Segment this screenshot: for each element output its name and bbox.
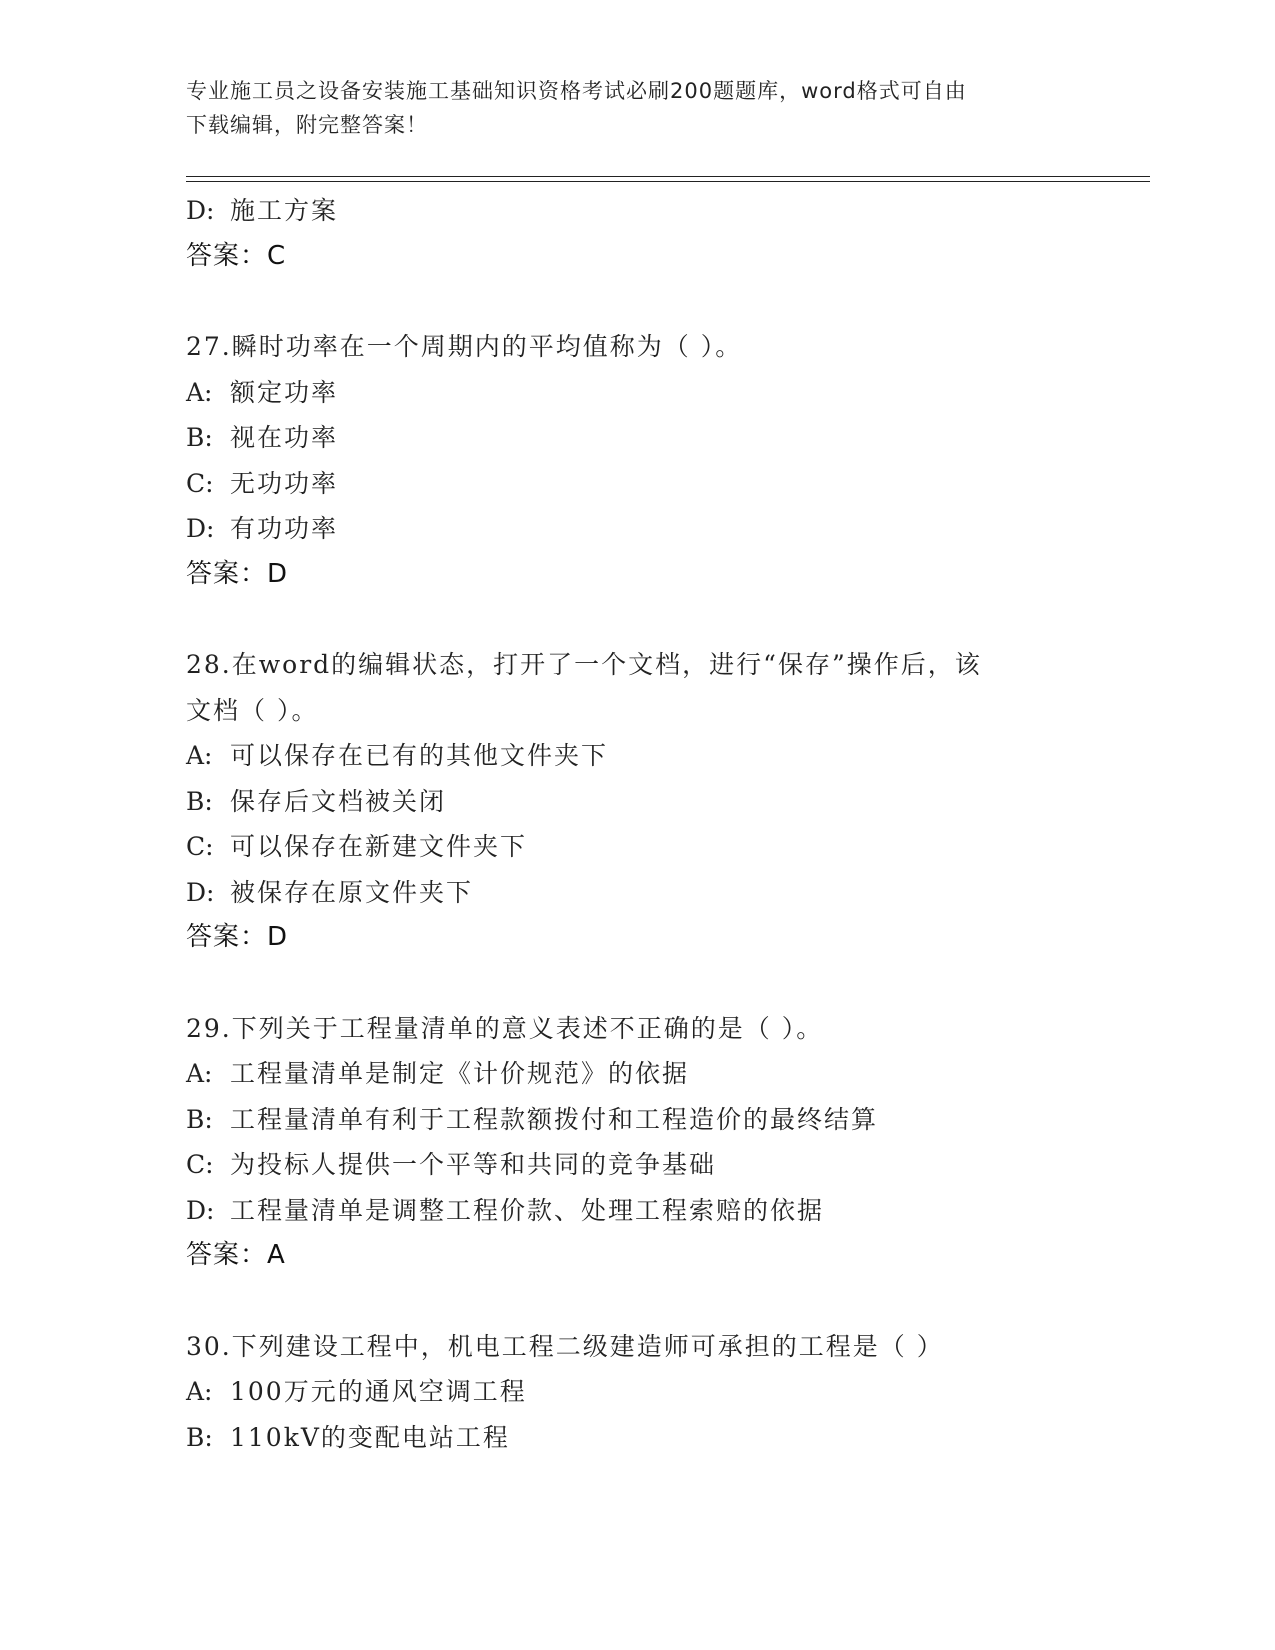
option-text: 可以保存在已有的其他文件夹下 — [230, 741, 609, 770]
option-text: 110kV的变配电站工程 — [230, 1422, 510, 1452]
question-stem: 28.在word的编辑状态，打开了一个文档，进行“保存”操作后，该 — [186, 650, 982, 679]
answer-line: 答案：C — [186, 240, 287, 271]
option-row — [186, 1051, 1146, 1097]
option-text: 可以保存在新建文件夹下 — [230, 832, 528, 861]
option-key: C: — [186, 468, 214, 498]
question-block — [186, 597, 1146, 961]
option-row — [186, 870, 1146, 916]
option-key: C: — [186, 1150, 214, 1179]
option-text: 100万元的通风空调工程 — [230, 1377, 527, 1406]
header-divider-bottom — [186, 181, 1150, 182]
answer-line: 答案：D — [186, 922, 289, 952]
option-key: A: — [186, 377, 213, 407]
block-spacer — [186, 1279, 1146, 1324]
option-key: C: — [186, 832, 214, 861]
block-spacer — [186, 961, 1146, 1006]
option-text: 为投标人提供一个平等和共同的竞争基础 — [230, 1150, 717, 1179]
header-title-line-2: 下载编辑，附完整答案！ — [186, 113, 428, 137]
header-title-line-1: 专业施工员之设备安装施工基础知识资格考试必刷200题题库，word格式可自由 — [186, 79, 967, 103]
option-row — [186, 1369, 1146, 1415]
header-divider-top — [186, 176, 1150, 177]
option-row — [186, 1097, 1146, 1143]
block-spacer — [186, 597, 1146, 642]
option-text: 无功功率 — [230, 468, 339, 498]
option-row — [186, 188, 1146, 234]
option-key: A: — [186, 1059, 213, 1088]
question-block — [186, 279, 1146, 597]
option-row — [186, 506, 1146, 552]
question-block — [186, 961, 1146, 1279]
answer-line: 答案：D — [186, 558, 289, 589]
question-stem: 27.瞬时功率在一个周期内的平均值称为（ ）。 — [186, 332, 743, 361]
option-text: 额定功率 — [230, 377, 339, 407]
option-text: 施工方案 — [230, 196, 339, 225]
option-key: B: — [186, 1104, 213, 1134]
option-text: 有功功率 — [230, 514, 339, 543]
option-text: 被保存在原文件夹下 — [230, 877, 474, 907]
option-text: 工程量清单是制定《计价规范》的依据 — [230, 1059, 690, 1088]
option-key: D: — [186, 196, 215, 225]
question-stem: 29.下列关于工程量清单的意义表述不正确的是（ ）。 — [186, 1013, 824, 1043]
option-row — [186, 461, 1146, 507]
option-text: 视在功率 — [230, 423, 339, 452]
option-row — [186, 415, 1146, 461]
option-key: A: — [186, 1377, 213, 1406]
question-list — [186, 188, 1146, 1460]
option-key: D: — [186, 877, 215, 907]
answer-line: 答案：A — [186, 1240, 286, 1270]
question-block — [186, 1279, 1146, 1461]
option-row — [186, 824, 1146, 870]
option-key: B: — [186, 423, 213, 452]
option-row — [186, 1415, 1146, 1461]
question-stem: 30.下列建设工程中，机电工程二级建造师可承担的工程是（ ） — [186, 1331, 944, 1361]
question-continuation — [186, 188, 1146, 279]
block-spacer — [186, 279, 1146, 324]
option-row — [186, 733, 1146, 779]
option-row — [186, 370, 1146, 416]
document-header — [186, 74, 1086, 142]
option-text: 工程量清单是调整工程价款、处理工程索赔的依据 — [230, 1195, 825, 1225]
option-key: A: — [186, 741, 213, 770]
question-stem: 文档（ ）。 — [186, 695, 319, 725]
option-row — [186, 1188, 1146, 1234]
option-key: B: — [186, 1422, 213, 1452]
option-row — [186, 1142, 1146, 1188]
option-key: D: — [186, 1195, 215, 1225]
option-key: B: — [186, 786, 213, 816]
option-row — [186, 779, 1146, 825]
option-key: D: — [186, 514, 215, 543]
option-text: 工程量清单有利于工程款额拨付和工程造价的最终结算 — [230, 1104, 879, 1134]
option-text: 保存后文档被关闭 — [230, 786, 447, 816]
